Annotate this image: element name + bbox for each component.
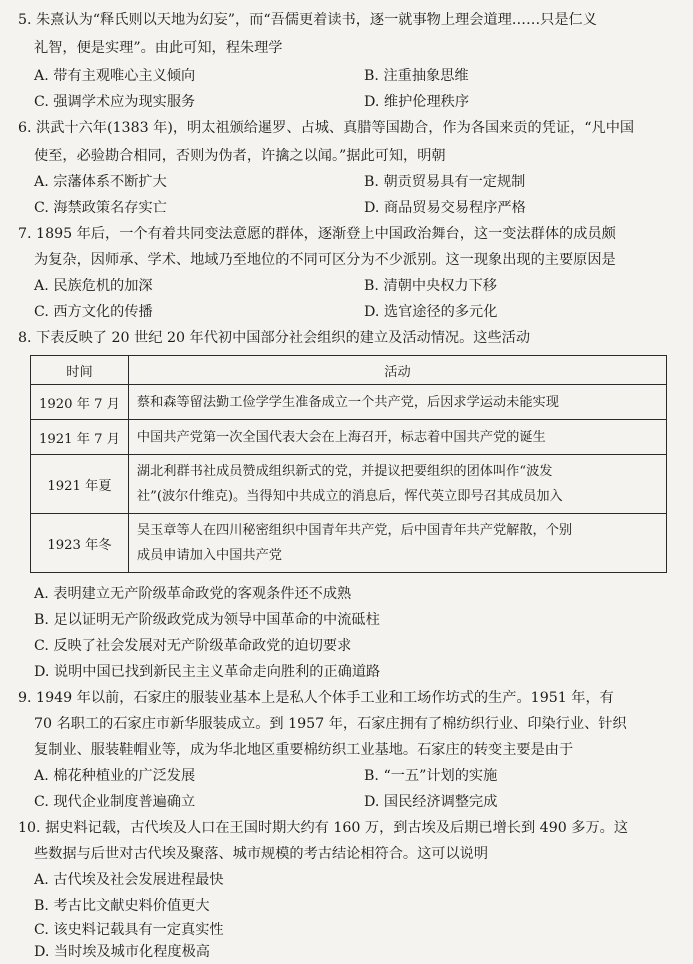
q9-stem-line1: 9. 1949 年以前，石家庄的服装业基本上是私人个体手工业和工场作坊式的生产。1951 年，有 <box>18 690 614 706</box>
table-row <box>31 455 667 514</box>
activity-line: 中国共产党第一次全国代表大会在上海召开，标志着中国共产党的诞生 <box>136 429 546 445</box>
q8-stem: 8. 下表反映了 20 世纪 20 年代初中国部分社会组织的建立及活动情况。这些活动 <box>18 330 531 346</box>
q5-option-d: D. 维护伦理秩序 <box>364 94 470 110</box>
table-header-time: 时间 <box>31 356 129 385</box>
activities-table <box>30 355 667 573</box>
table-cell-activity <box>128 514 666 573</box>
table-cell-activity <box>128 420 666 455</box>
q8-option-c: C. 反映了社会发展对无产阶级革命政党的迫切要求 <box>34 638 352 654</box>
activity-line: 吴玉章等人在四川秘密组织中国青年共产党，后中国青年共产党解散，个别 <box>136 523 573 538</box>
q10-stem-line1: 10. 据史料记载，古代埃及人口在王国时期大约有 160 万，到古埃及后期已增长到 490 多万。这 <box>18 820 629 836</box>
q8-option-d: D. 说明中国已找到新民主主义革命走向胜利的正确道路 <box>34 664 381 680</box>
q10-option-a: A. 古代埃及社会发展进程最快 <box>34 872 224 888</box>
q9-stem-line3: 复制业、服装鞋帽业等，成为华北地区重要棉纺织工业基地。石家庄的转变主要是由于 <box>34 742 574 758</box>
activity-line: 成员申请加入中国共产党 <box>136 548 282 563</box>
table-row <box>31 420 667 455</box>
q5-stem-line2: 礼智，便是实理”。由此可知，程朱理学 <box>34 40 283 56</box>
q6-option-d: D. 商品贸易交易程序严格 <box>364 200 526 216</box>
activity-line: 社”(波尔什维克)。当得知中共成立的消息后，恽代英立即号召其成员加入 <box>136 489 563 504</box>
q7-stem-line2: 为复杂，因师承、学术、地域乃至地位的不同可区分为不少派别。这一现象出现的主要原因是 <box>34 252 616 268</box>
q9-option-a: A. 棉花种植业的广泛发展 <box>34 768 196 784</box>
q5-option-b: B. 注重抽象思维 <box>364 68 469 84</box>
table-cell-time: 1923 年冬 <box>31 514 129 573</box>
q8-option-a: A. 表明建立无产阶级革命政党的客观条件还不成熟 <box>34 586 352 602</box>
q5-option-c: C. 强调学术应为现实服务 <box>34 94 196 110</box>
q9-option-c: C. 现代企业制度普遍确立 <box>34 794 196 810</box>
table-row <box>31 514 667 573</box>
q7-stem-line1: 7. 1895 年后，一个有着共同变法意愿的群体，逐渐登上中国政治舞台，这一变法群体的成员颇 <box>18 226 616 242</box>
q9-stem-line2: 70 名职工的石家庄市新华服装成立。到 1957 年，石家庄拥有了棉纺织行业、印染行业、针织 <box>34 716 627 732</box>
q7-option-c: C. 西方文化的传播 <box>34 304 153 320</box>
q6-option-a: A. 宗藩体系不断扩大 <box>34 174 167 190</box>
activity-line: 蔡和森等留法勤工俭学学生准备成立一个共产党，后因求学运动未能实现 <box>136 394 559 410</box>
q10-option-d: D. 当时埃及城市化程度极高 <box>34 944 210 960</box>
q10-option-c: C. 该史料记载具有一定真实性 <box>34 922 224 938</box>
table-cell-activity <box>128 455 666 514</box>
activity-line: 湖北利群书社成员赞成组织新式的党，并提议把要组织的团体叫作“波发 <box>136 464 553 479</box>
q9-option-b: B. “一五”计划的实施 <box>364 768 498 784</box>
q7-option-a: A. 民族危机的加深 <box>34 278 153 294</box>
q10-option-b: B. 考古比文献史料价值更大 <box>34 898 210 914</box>
q5-option-a: A. 带有主观唯心主义倾向 <box>34 68 196 84</box>
q6-option-b: B. 朝贡贸易具有一定规制 <box>364 174 526 190</box>
q8-option-b: B. 足以证明无产阶级政党成为领导中国革命的中流砥柱 <box>34 612 380 628</box>
q6-stem-line2: 使至，必验勘合相同，否则为伪者，许擒之以闻。”据此可知，明朝 <box>34 148 446 164</box>
q9-option-d: D. 国民经济调整完成 <box>364 794 498 810</box>
q10-stem-line2: 些数据与后世对古代埃及聚落、城市规模的考古结论相符合。这可以说明 <box>34 846 489 862</box>
table-cell-activity <box>128 385 666 420</box>
q5-stem-line1: 5. 朱熹认为“释氏则以天地为幻妄”，而“吾儒更着读书，逐一就事物上理会道理……只是仁义 <box>18 12 597 28</box>
table-cell-time: 1920 年 7 月 <box>31 385 129 420</box>
q6-option-c: C. 海禁政策名存实亡 <box>34 200 167 216</box>
table-header-activity: 活动 <box>128 356 666 385</box>
table-cell-time: 1921 年夏 <box>31 455 129 514</box>
table-cell-time: 1921 年 7 月 <box>31 420 129 455</box>
table-header-row <box>31 356 667 385</box>
q7-option-b: B. 清朝中央权力下移 <box>364 278 497 294</box>
table-row <box>31 385 667 420</box>
q6-stem-line1: 6. 洪武十六年(1383 年)，明太祖颁给暹罗、占城、真腊等国勘合，作为各国来贡的凭证，“凡中国 <box>18 120 635 136</box>
q7-option-d: D. 选官途径的多元化 <box>364 304 498 320</box>
